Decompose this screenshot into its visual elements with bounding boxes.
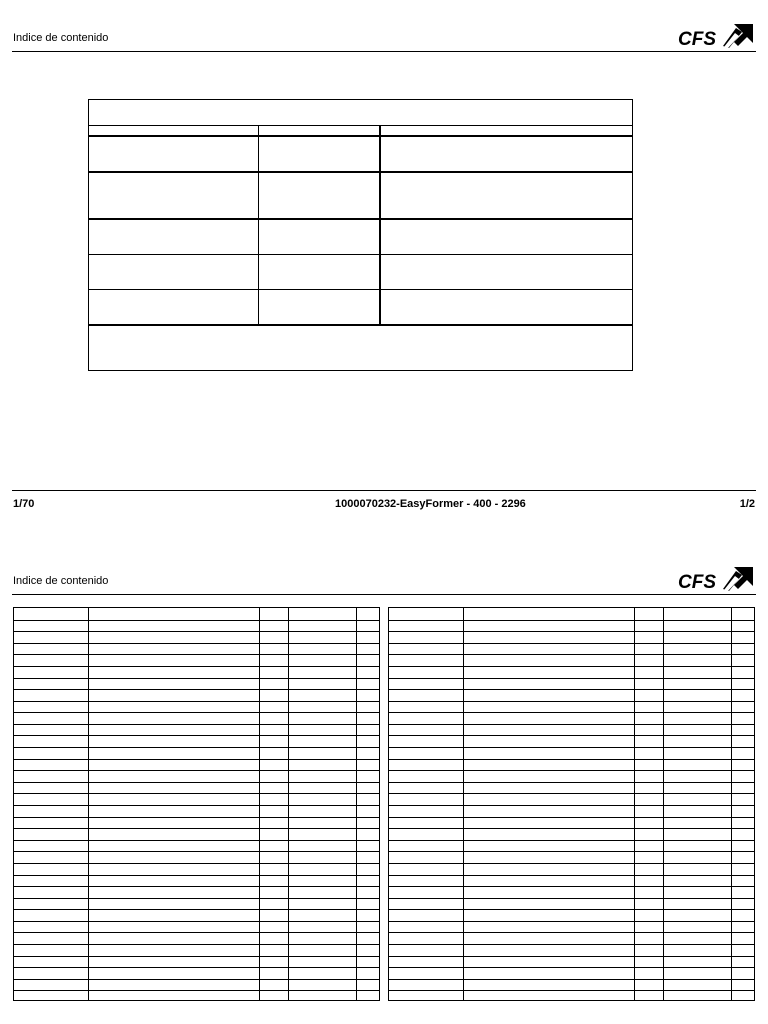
table-row: [389, 735, 754, 736]
cfs-logo: [678, 565, 754, 591]
table-row: [389, 828, 754, 829]
table-row: [14, 643, 379, 644]
footer-sheet: 1/2: [739, 498, 755, 510]
arrow-mark-icon: [723, 24, 753, 48]
index-table-left: [13, 607, 380, 1001]
table-column-divider: [634, 608, 635, 1000]
svg-text:CFS: CFS: [678, 29, 716, 48]
table-row: [14, 620, 379, 621]
svg-text:CFS: CFS: [678, 572, 716, 591]
table-row: [14, 793, 379, 794]
table-row: [14, 631, 379, 632]
table-column-divider: [754, 608, 755, 1000]
table-row-divider: [89, 254, 632, 255]
table-row: [14, 712, 379, 713]
table-row: [389, 620, 754, 621]
table-row: [14, 654, 379, 655]
table-row: [14, 979, 379, 980]
table-row: [389, 909, 754, 910]
table-row: [389, 863, 754, 864]
table-row: [389, 643, 754, 644]
table-row: [389, 666, 754, 667]
table-row: [14, 701, 379, 702]
table-column-divider: [379, 125, 381, 324]
table-row: [389, 747, 754, 748]
table-row: [389, 886, 754, 887]
arrow-mark-icon: [723, 567, 753, 591]
table-row: [14, 863, 379, 864]
table-row: [14, 678, 379, 679]
table-row: [14, 851, 379, 852]
header-rule: [12, 51, 756, 52]
table-row: [14, 805, 379, 806]
table-row: [14, 735, 379, 736]
footer-page-number: 1/70: [13, 498, 35, 510]
table-row: [389, 782, 754, 783]
table-row: [14, 909, 379, 910]
table-row-divider: [89, 289, 632, 290]
table-row: [14, 921, 379, 922]
table-row: [14, 759, 379, 760]
page-header-title: Indice de contenido: [13, 575, 109, 587]
table-row: [389, 956, 754, 957]
table-row-divider: [89, 135, 632, 137]
footer-document-id: 1000070232-EasyFormer - 400 - 2296: [335, 498, 526, 510]
table-column-divider: [88, 608, 89, 1000]
table-row: [389, 701, 754, 702]
table-row: [389, 967, 754, 968]
table-row: [389, 898, 754, 899]
table-row-divider: [89, 125, 632, 126]
table-row: [14, 886, 379, 887]
table-column-divider: [731, 608, 732, 1000]
table-row: [14, 770, 379, 771]
table-row: [389, 979, 754, 980]
table-row: [14, 840, 379, 841]
table-row-divider: [89, 171, 632, 173]
table-row: [389, 817, 754, 818]
table-row: [389, 770, 754, 771]
table-row: [389, 944, 754, 945]
cover-table: [88, 99, 633, 371]
footer-rule: [12, 490, 756, 491]
table-row: [14, 932, 379, 933]
table-row: [389, 875, 754, 876]
table-row: [14, 944, 379, 945]
table-row: [389, 631, 754, 632]
table-column-divider: [463, 608, 464, 1000]
table-row: [14, 689, 379, 690]
table-column-divider: [379, 608, 380, 1000]
table-column-divider: [259, 608, 260, 1000]
table-row: [389, 921, 754, 922]
table-row: [389, 712, 754, 713]
table-row: [389, 759, 754, 760]
table-row: [389, 840, 754, 841]
table-row: [389, 689, 754, 690]
table-row: [389, 793, 754, 794]
header-rule: [12, 594, 756, 595]
table-row: [389, 805, 754, 806]
table-row: [14, 724, 379, 725]
table-column-divider: [288, 608, 289, 1000]
table-column-divider: [356, 608, 357, 1000]
table-column-divider: [663, 608, 664, 1000]
table-row: [14, 956, 379, 957]
table-row: [14, 782, 379, 783]
table-row-divider: [89, 218, 632, 220]
table-row: [14, 666, 379, 667]
table-row: [14, 828, 379, 829]
table-row-divider: [89, 324, 632, 326]
table-row: [389, 932, 754, 933]
cfs-logo: [678, 22, 754, 48]
page-header-title: Indice de contenido: [13, 32, 109, 44]
table-row: [14, 875, 379, 876]
table-row: [14, 817, 379, 818]
table-row: [389, 851, 754, 852]
table-row: [389, 678, 754, 679]
index-table-right: [388, 607, 755, 1001]
table-row: [389, 654, 754, 655]
table-row: [389, 724, 754, 725]
table-row: [389, 990, 754, 991]
table-row: [14, 967, 379, 968]
table-column-divider: [258, 125, 259, 324]
table-row: [14, 747, 379, 748]
table-row: [14, 898, 379, 899]
table-row: [14, 990, 379, 991]
